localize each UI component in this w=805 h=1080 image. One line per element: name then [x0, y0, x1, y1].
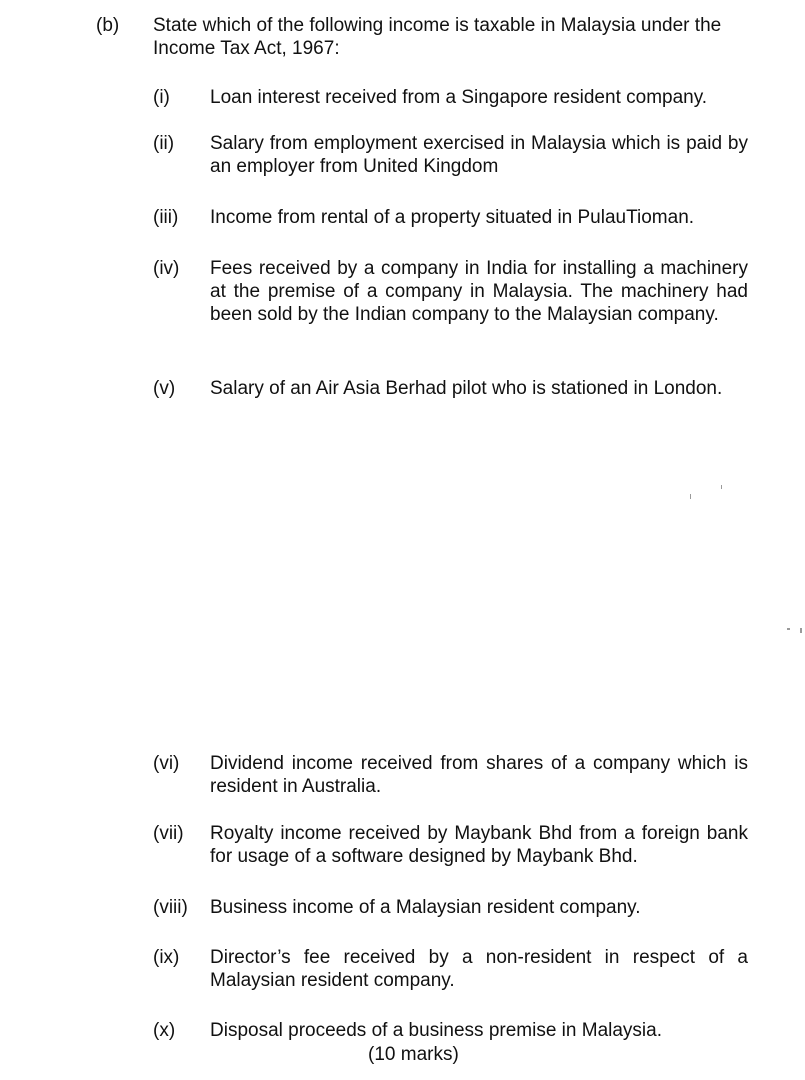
item-text: Royalty income received by Maybank Bhd from a foreign bank for usage of a software designed by Maybank Bhd. [210, 823, 748, 867]
item-text: Director’s fee received by a non-resident in respect of a Malaysian resident company. [210, 947, 748, 991]
question-text: State which of the following income is taxable in Malaysia under the Income Tax Act, 1967: [153, 15, 722, 59]
item-number: (iii) [153, 207, 179, 228]
item-number: (viii) [153, 897, 188, 918]
item-number: (x) [153, 1020, 176, 1041]
item-text: Salary of an Air Asia Berhad pilot who is stationed in London. [210, 378, 723, 399]
item-number: (v) [153, 378, 176, 399]
scan-speck [787, 628, 790, 630]
item-number: (ix) [153, 947, 180, 968]
item-text: Business income of a Malaysian resident company. [210, 897, 641, 918]
item-text: Loan interest received from a Singapore resident company. [210, 87, 708, 108]
item-number: (ii) [153, 133, 175, 154]
scan-speck [800, 628, 802, 633]
item-number: (iv) [153, 258, 180, 279]
item-text: Dividend income received from shares of a company which is resident in Australia. [210, 753, 748, 797]
item-text: Fees received by a company in India for installing a machinery at the premise of a company in Malaysia. The machinery had been sold by the Indian company to the Malaysian company. [210, 258, 748, 325]
item-number: (i) [153, 87, 170, 108]
item-number: (vii) [153, 823, 184, 844]
marks-allocation: (10 marks) [368, 1044, 459, 1065]
item-number: (vi) [153, 753, 180, 774]
part-label: (b) [96, 15, 120, 36]
item-text: Salary from employment exercised in Malaysia which is paid by an employer from United Kingdom [210, 133, 748, 177]
item-text: Income from rental of a property situated in PulauTioman. [210, 207, 695, 228]
item-text: Disposal proceeds of a business premise in Malaysia. [210, 1020, 662, 1041]
scan-speck [721, 485, 722, 489]
scan-speck [690, 494, 691, 499]
